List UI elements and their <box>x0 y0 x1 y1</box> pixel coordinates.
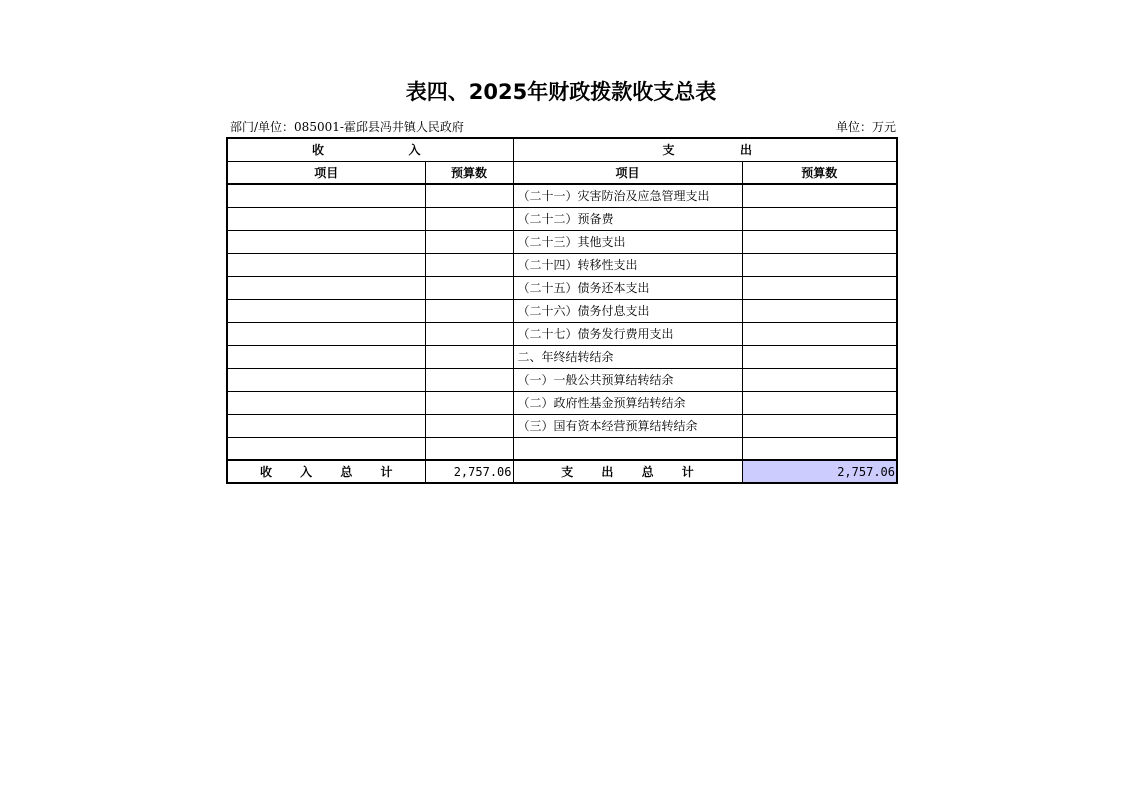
income-budget-cell <box>425 253 513 276</box>
expense-budget-cell <box>742 207 897 230</box>
expense-budget-cell <box>742 276 897 299</box>
income-item-cell <box>227 437 425 460</box>
expense-header-char-2: 出 <box>739 143 752 158</box>
expense-budget-cell <box>742 368 897 391</box>
table-row <box>227 207 897 230</box>
income-item-cell <box>227 184 425 207</box>
expense-item-cell: （一）一般公共预算结转结余 <box>513 368 742 391</box>
expense-header-char-1: 支 <box>662 143 675 158</box>
income-total-char-3: 总 <box>340 465 353 479</box>
income-item-cell <box>227 345 425 368</box>
income-item-cell <box>227 253 425 276</box>
income-item-header: 项目 <box>227 161 425 184</box>
expense-item-cell: （二十五）债务还本支出 <box>513 276 742 299</box>
expense-total-char-3: 总 <box>641 465 654 479</box>
table-row <box>227 276 897 299</box>
expense-item-cell: （二十六）债务付息支出 <box>513 299 742 322</box>
income-total-char-1: 收 <box>259 465 272 479</box>
table-row <box>227 184 897 207</box>
income-total-label <box>227 460 425 483</box>
expense-item-cell: （二十四）转移性支出 <box>513 253 742 276</box>
expense-item-cell: （二）政府性基金预算结转结余 <box>513 391 742 414</box>
income-item-cell <box>227 414 425 437</box>
income-item-cell <box>227 276 425 299</box>
income-item-cell <box>227 391 425 414</box>
expense-budget-cell <box>742 322 897 345</box>
expense-item-cell: 二、年终结转结余 <box>513 345 742 368</box>
income-budget-cell <box>425 230 513 253</box>
income-budget-header: 预算数 <box>425 161 513 184</box>
income-item-cell <box>227 368 425 391</box>
expense-item-cell: （二十二）预备费 <box>513 207 742 230</box>
expense-total-char-1: 支 <box>561 465 574 479</box>
table-row <box>227 299 897 322</box>
income-budget-cell <box>425 184 513 207</box>
table-row <box>227 391 897 414</box>
expense-budget-cell <box>742 184 897 207</box>
expense-budget-cell <box>742 437 897 460</box>
expense-item-cell: （二十三）其他支出 <box>513 230 742 253</box>
income-section-header <box>227 138 513 161</box>
expense-total-label <box>513 460 742 483</box>
unit-label: 单位：万元 <box>835 120 896 134</box>
expense-item-cell <box>513 437 742 460</box>
income-budget-cell <box>425 207 513 230</box>
income-budget-cell <box>425 345 513 368</box>
income-budget-cell <box>425 299 513 322</box>
income-header-char-2: 入 <box>408 143 421 158</box>
table-row <box>227 414 897 437</box>
expense-total-char-4: 计 <box>681 465 694 479</box>
table-row <box>227 345 897 368</box>
income-item-cell <box>227 230 425 253</box>
income-budget-cell <box>425 437 513 460</box>
expense-budget-cell <box>742 299 897 322</box>
table-row <box>227 322 897 345</box>
table-row <box>227 368 897 391</box>
income-total-value: 2,757.06 <box>425 460 513 483</box>
income-header-char-1: 收 <box>312 143 325 158</box>
table-row <box>227 437 897 460</box>
income-item-cell <box>227 299 425 322</box>
income-total-char-2: 入 <box>300 465 313 479</box>
income-item-cell <box>227 207 425 230</box>
income-budget-cell <box>425 391 513 414</box>
table-title: 表四、2025年财政拨款收支总表 <box>405 80 717 104</box>
income-budget-cell <box>425 368 513 391</box>
income-budget-cell <box>425 276 513 299</box>
expense-total-char-2: 出 <box>601 465 614 479</box>
income-item-cell <box>227 322 425 345</box>
expense-section-header <box>513 138 897 161</box>
expense-budget-cell <box>742 391 897 414</box>
expense-budget-cell <box>742 414 897 437</box>
table-row <box>227 253 897 276</box>
income-total-char-4: 计 <box>380 465 393 479</box>
expense-item-cell: （二十一）灾害防治及应急管理支出 <box>513 184 742 207</box>
department-label: 部门/单位：085001-霍邱县冯井镇人民政府 <box>230 120 464 134</box>
expense-item-cell: （二十七）债务发行费用支出 <box>513 322 742 345</box>
expense-budget-cell <box>742 345 897 368</box>
budget-summary-table <box>226 137 898 484</box>
table-row <box>227 230 897 253</box>
expense-total-value: 2,757.06 <box>742 460 897 483</box>
expense-budget-cell <box>742 230 897 253</box>
income-budget-cell <box>425 414 513 437</box>
expense-item-header: 项目 <box>513 161 742 184</box>
expense-item-cell: （三）国有资本经营预算结转结余 <box>513 414 742 437</box>
expense-budget-cell <box>742 253 897 276</box>
income-budget-cell <box>425 322 513 345</box>
expense-budget-header: 预算数 <box>742 161 897 184</box>
